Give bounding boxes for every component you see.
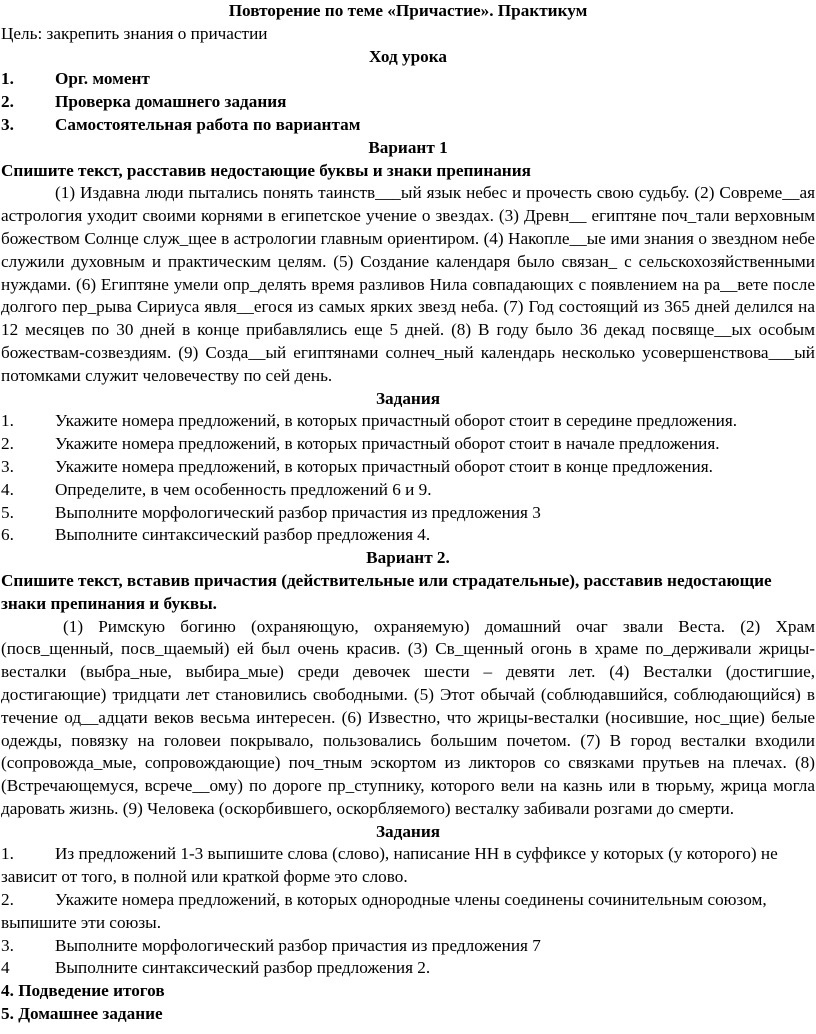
page-title: Повторение по теме «Причастие». Практикум bbox=[228, 1, 588, 20]
variant2-tasks bbox=[1, 843, 815, 980]
list-item: 4. Определите, в чем особенность предложений 6 и 9. bbox=[1, 479, 432, 499]
variant1-heading: Вариант 1 bbox=[368, 137, 448, 157]
variant2-heading: Вариант 2. bbox=[366, 548, 450, 568]
lesson-goal: Цель: закрепить знания о причастии bbox=[1, 23, 268, 43]
homework-step: 5. Домашнее задание bbox=[1, 1004, 163, 1024]
list-item: 4 Выполните синтаксический разбор предложения 2. bbox=[1, 958, 431, 978]
list-item: 2. Укажите номера предложений, в которых причастный оборот стоит в начале предложения. bbox=[1, 434, 720, 454]
variant1-text: (1) Издавна люди пытались понять таинств___ый язык небес и прочесть свою судьбу. (2) Совреме__ая астрология уходит своими корнями в египетское учение о звездах. (3) Древн__ египтяне поч_тали верховным божеством Солнце служ_щее в астрологии главным ориентиром. (4) Накопле__ые ими знания о звездном небе служили духовным и практическим целям. (5) Создание календаря было связан_ с сельскохозяйственными нуждами. (6) Египтяне умели опр_делять время разливов Нила совпадающих с появлением на ра__вете после долгого пер_рыва Сириуса явля__егося из самых ярких звезд неба. (7) Год состоящий из 365 дней делился на 12 месяцев по 30 дней в конце прибавлялись еще 5 дней. (8) В году было 36 декад посвяще__ых особым божествам-созвездиям. (9) Созда__ый египтянами солнеч_ный календарь несколько усовершенствова___ый потомками служит человечеству по сей день. bbox=[1, 183, 815, 385]
list-item: 3. Выполните морфологический разбор причастия из предложения 7 bbox=[1, 935, 541, 955]
variant1-tasks-heading: Задания bbox=[375, 388, 441, 408]
list-item: 5. Выполните морфологический разбор причастия из предложения 3 bbox=[1, 502, 541, 522]
lesson-plan bbox=[1, 68, 815, 136]
lesson-heading: Ход урока bbox=[369, 46, 447, 66]
list-item: 6. Выполните синтаксический разбор предложения 4. bbox=[1, 525, 431, 545]
list-item: 1. Из предложений 1-3 выпишите слова (слово), написание НН в суффиксе у которых (у которого) не зависит от того, в полной или краткой форме это слово. bbox=[1, 844, 778, 887]
list-item: 2. Проверка домашнего задания bbox=[1, 92, 287, 112]
list-item: 3. Укажите номера предложений, в которых причастный оборот стоит в конце предложения. bbox=[1, 456, 713, 476]
variant1-tasks bbox=[1, 410, 815, 547]
variant2-tasks-heading: Задания bbox=[375, 821, 441, 841]
list-item: 2. Укажите номера предложений, в которых однородные члены соединены сочинительным союзом, выпишите эти союзы. bbox=[1, 890, 767, 932]
variant1-instruction: Спишите текст, расставив недостающие буквы и знаки препинания bbox=[1, 160, 531, 180]
list-item: 1. Укажите номера предложений, в которых причастный оборот стоит в середине предложения. bbox=[1, 411, 738, 431]
list-item: 1. Орг. момент bbox=[1, 69, 150, 89]
variant2-text: (1) Римскую богиню (охраняющую, охраняемую) домашний очаг звали Веста. (2) Храм (посв_щенный, посв_щаемый) ей был очень красив. (3) Св_щенный огонь в храме по_держивали жрицы-весталки (выбра_ные, выбира_мые) среди девочек шести – девяти лет. (4) Весталки (достигшие, достигающие) тридцати лет становились свободными. (5) Этот обычай (соблюдавшийся, соблюдающийся) в течение од__адцати веков весьма интересен. (6) Известно, что жрицы-весталки (носившие, нос_щие) белые одежды, повязку на головеи покрывало, пользовались большим почетом. (7) В город весталки входили (сопровожда_мые, сопровождающие) поч_тным эскортом из ликторов со связками прутьев на плечах. (8) (Встречающемуся, всрече__ому) по дороге пр_ступнику, которого вели на казнь или в тюрьму, жрица могла даровать жизнь. (9) Человека (оскорбившего, оскорбляемого) весталку забивали розгами до смерти. bbox=[1, 616, 815, 818]
summary-step: 4. Подведение итогов bbox=[1, 981, 165, 1001]
list-item: 3. Самостоятельная работа по вариантам bbox=[1, 114, 361, 134]
variant2-instruction: Спишите текст, вставив причастия (действительные или страдательные), расставив недостающие знаки препинания и буквы. bbox=[1, 570, 772, 613]
